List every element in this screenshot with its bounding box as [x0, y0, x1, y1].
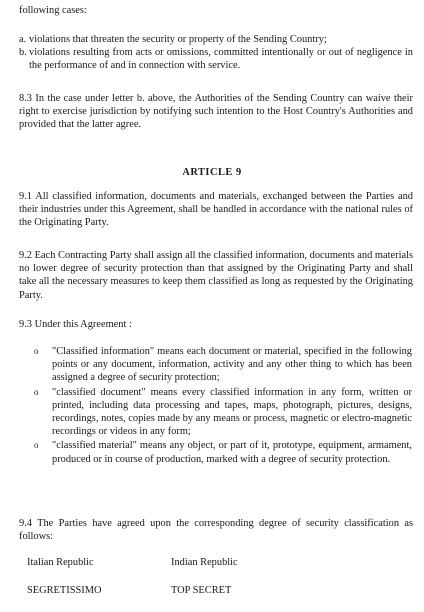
table-cell: SEGRETISSIMO	[27, 585, 102, 596]
definition-text: "Classified information" means each document or material, specified in the following points or any document, information, activity and any other thing to which has been assigned a degree of security protection;	[52, 346, 412, 384]
definition-text: "classified material" means any object, or part of it, prototype, equipment, armament, produced or in course of production, marked with a degree of security protection.	[52, 440, 412, 465]
paragraph-9-1: 9.1 All classified information, documents and materials, exchanged between the Parties and their industries under this Agreement, shall be handled in accordance with the national rules of the Originating Party.	[19, 191, 413, 229]
list-item-text: violations that threaten the security or property of the Sending Country;	[29, 34, 327, 45]
list-item	[34, 439, 412, 465]
list-letter: b.	[19, 47, 27, 59]
paragraph-8-3: 8.3 In the case under letter b. above, the Authorities of the Sending Country can waive their right to exercise jurisdiction by notifying such intention to the Host Country's Authorities and provided that the latter agree.	[19, 93, 413, 131]
list-item-text: violations resulting from acts or omissions, committed intentionally or out of negligence in the performance of and in connection with service.	[29, 47, 413, 72]
paragraph-9-2: 9.2 Each Contracting Party shall assign all the classified information, documents and materials no lower degree of security protection than that assigned by the Originating Party and shall take all the necessary measures to keep them classified as long as requested by the Originating Party.	[19, 250, 413, 301]
classification-table	[27, 556, 327, 612]
table-cell: TOP SECRET	[171, 585, 232, 596]
list-item	[34, 345, 412, 385]
article-heading: ARTICLE 9	[182, 167, 242, 178]
bullet-circle-icon: o	[34, 440, 39, 451]
paragraph-9-4: 9.4 The Parties have agreed upon the corresponding degree of security classification as follows:	[19, 518, 413, 543]
list-letter: a.	[19, 34, 27, 45]
definitions-list	[34, 345, 412, 467]
table-header-row	[27, 556, 327, 584]
list-item	[19, 46, 413, 72]
paragraph-9-3: 9.3 Under this Agreement :	[19, 319, 132, 330]
definition-text: "classified document" means every classified information in any form, written or printed, including data processing and tapes, maps, photograph, pictures, designs, recordings, notes, copies made by any means or process, magnetic or electro-magnetic recordings or videos in any form;	[52, 386, 412, 438]
bullet-circle-icon: o	[34, 346, 39, 356]
table-header: Indian Republic	[171, 557, 238, 568]
cases-list	[19, 33, 413, 73]
table-header: Italian Republic	[27, 557, 94, 568]
bullet-circle-icon: o	[34, 386, 39, 397]
list-item	[19, 33, 413, 46]
lead-in-text: following cases:	[19, 5, 87, 16]
list-item	[34, 386, 412, 439]
